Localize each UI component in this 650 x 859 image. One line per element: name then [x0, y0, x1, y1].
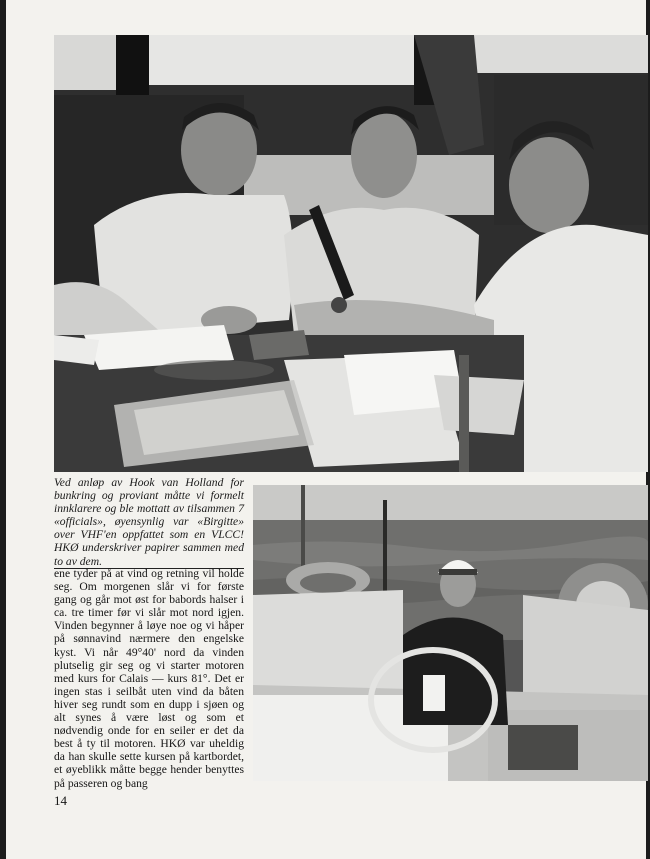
article-body-text: ene tyder på at vind og retning vil holde seg. Om morgenen slår vi for første gang og går mot øst for babords halser i ca. tre timer før vi slår mot nord igjen. Vinden begynner å løye noe og vi håper på sønnavind nærmere den engelske kyst. Vi når 49°40' nord da vinden plutselig gir seg og vi starter motoren med kurs for Calais — kurs 81°. Det er ingen stas i seilbåt uten vind da båten hiver seg rundt som en dupp i sjøen og alt synes å være løst og som et nødvendig onde for en seiler er det da best å ty til motoren. HKØ var uheldig da han skulle sette kursen på kartbordet, et øyeblikk måtte begge hender benyttes på passeren og bang	[54, 567, 244, 790]
photo-caption	[54, 476, 244, 569]
magazine-page	[6, 0, 646, 859]
photo-caption-text: Ved anløp av Hook van Holland for bunkring og proviant måtte vi formelt innklarere og ble mottatt av tilsammen 7 «officials», øyensynlig var «Birgitte» over VHF'en oppfattet som en VLCC! HKØ underskriver papirer sammen med to av dem.	[54, 476, 244, 568]
page-number: 14	[54, 793, 67, 808]
officials-signing-photo	[54, 35, 648, 472]
sailor-helm-photo	[253, 485, 648, 781]
